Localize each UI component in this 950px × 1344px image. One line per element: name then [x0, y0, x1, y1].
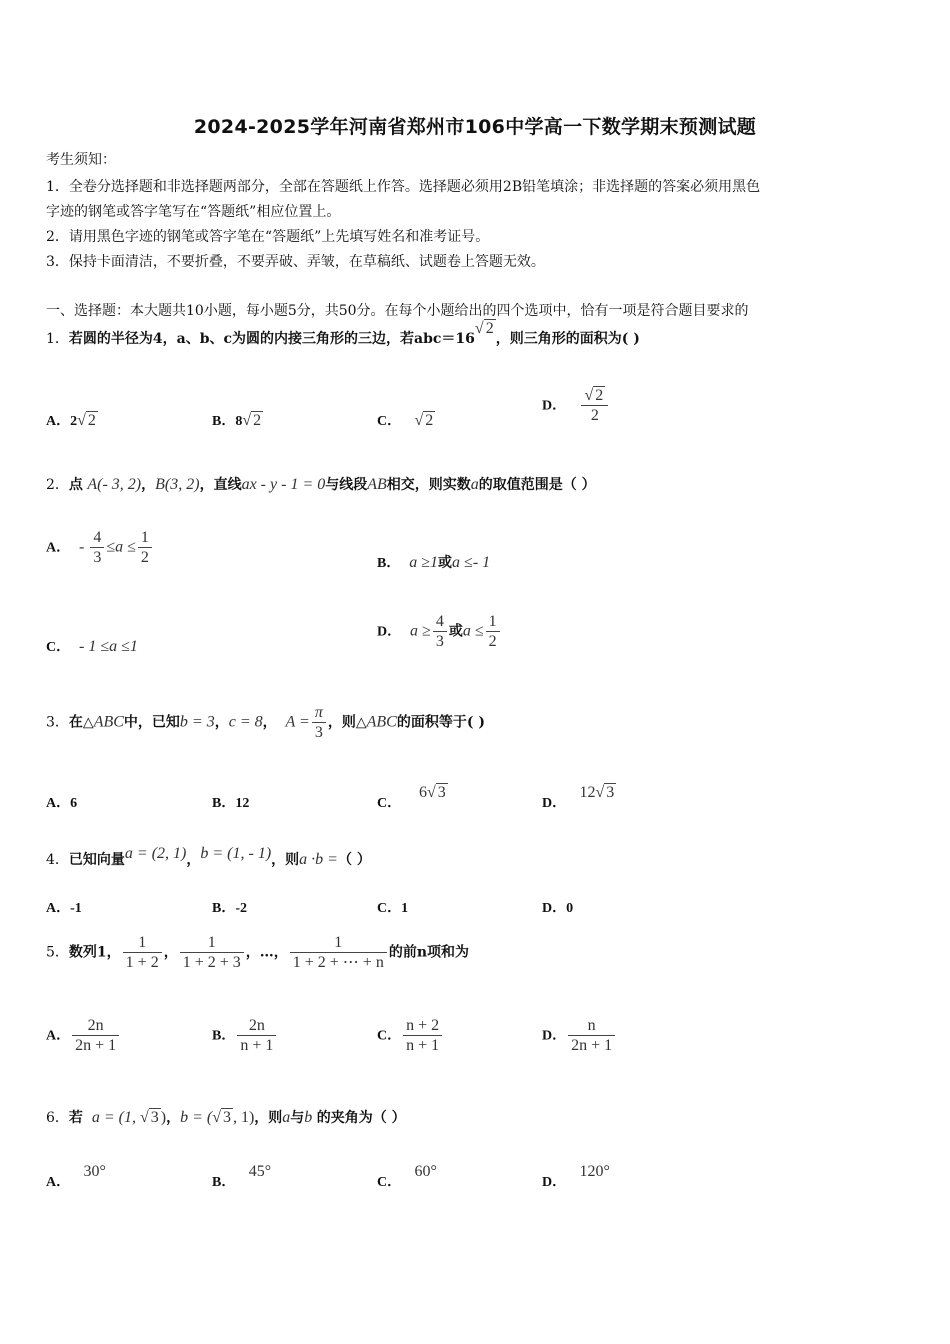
section-heading: 一、选择题：本大题共10小题，每小题5分，共50分。在每个小题给出的四个选项中，恰有一项是符合题目要求的	[46, 303, 749, 319]
q4-option-d[interactable]: D．0	[542, 901, 574, 916]
question-1	[46, 320, 640, 349]
vector-a: a = (2, 1)	[124, 845, 187, 862]
q1-option-d[interactable]: D． $\frac{√ 2}{2}$	[542, 386, 610, 425]
q6-option-b[interactable]: B． 45°	[212, 1163, 272, 1190]
notice-item-1-line-2: 字迹的钢笔或答字笔写在“答题纸”相应位置上。	[46, 204, 341, 220]
notice-item-2: 2．请用黑色字迹的钢笔或答字笔在“答题纸”上先填写姓名和准考证号。	[46, 229, 490, 245]
q3-option-b[interactable]: B．12	[212, 796, 250, 811]
q1-option-b[interactable]: B．8√ 2	[212, 412, 262, 429]
question-number: 3．	[46, 714, 69, 731]
line-equation: ax - y - 1 = 0	[241, 476, 326, 493]
q1-option-c[interactable]: C． √ 2	[377, 412, 434, 429]
question-number: 2．	[46, 477, 69, 493]
question-2: 2．点 A(- 3, 2)，B(3, 2)，直线ax - y - 1 = 0与线段AB相交，则实数a的取值范围是（ ）	[46, 476, 596, 493]
q1-option-a[interactable]: A．2√ 2	[46, 412, 96, 429]
vector-b-value: b = (√ 3 , 1)	[180, 1109, 255, 1126]
sqrt-expression: √ 2	[474, 320, 494, 337]
page-title: 2024-2025学年河南省郑州市106中学高一下数学期末预测试题	[193, 116, 757, 138]
q5-option-d[interactable]: D． $\frac{n}{2n + 1}$	[542, 1016, 617, 1055]
notice-heading: 考生须知：	[46, 152, 116, 168]
q4-option-c[interactable]: C．1	[377, 901, 409, 916]
q2-option-b[interactable]: B． a ≥1或a ≤- 1	[377, 554, 491, 571]
notice-item-1-line-1: 1．全卷分选择题和非选择题两部分，全部在答题纸上作答。选择题必须用2B铅笔填涂；非选择题的答案必须用黑色	[46, 179, 761, 195]
notice-item-3: 3．保持卡面清洁，不要折叠，不要弄破、弄皱，在草稿纸、试题卷上答题无效。	[46, 254, 545, 270]
question-5: 5．数列1， $\frac{1}{1 + 2}$ ， $\frac{1}{1 + 2 + 3}$ ，…， $\frac{1}{1 + 2 + \cdots + n}$ 的前n项和为	[46, 934, 470, 971]
q4-option-a[interactable]: A．-1	[46, 901, 82, 916]
q2-option-c[interactable]: C． - 1 ≤a ≤1	[46, 638, 138, 655]
q3-option-a[interactable]: A．6	[46, 796, 78, 811]
point-b: B(3, 2)	[155, 476, 200, 493]
question-number: 5．	[46, 944, 69, 961]
q5-option-a[interactable]: A． $\frac{2n}{2n + 1}$	[46, 1016, 121, 1055]
point-a: A(- 3, 2)	[87, 476, 142, 493]
q6-option-d[interactable]: D． 120°	[542, 1163, 610, 1190]
vector-a-value: a = (1, √ 3 )	[91, 1109, 167, 1126]
question-6: 6．若 a = (1, √ 3 )，b = (√ 3 , 1)，则a与b 的夹角为（ ）	[46, 1109, 406, 1126]
q5-option-c[interactable]: C． $\frac{n + 2}{n + 1}$	[377, 1016, 444, 1055]
q3-option-d[interactable]: D． 12√ 3	[542, 784, 615, 811]
question-number: 4．	[46, 852, 69, 868]
q3-option-c[interactable]: C． 6√ 3	[377, 784, 446, 811]
q5-option-b[interactable]: B． $\frac{2n}{n + 1}$	[212, 1016, 278, 1055]
question-text-end: ，则三角形的面积为( )	[495, 331, 640, 347]
q2-option-d[interactable]: D． a ≥ $\frac{4}{3}$ 或a ≤ $\frac{1}{2}$	[377, 612, 502, 651]
q6-option-a[interactable]: A． 30°	[46, 1163, 106, 1190]
q2-option-a[interactable]: A． - $\frac{4}{3}$ ≤a ≤ $\frac{1}{2}$	[46, 528, 154, 567]
question-4: 4．已知向量a = (2, 1)，b = (1, - 1)，则a ·b =（ ）	[46, 845, 371, 868]
question-number: 6．	[46, 1110, 69, 1126]
q4-option-b[interactable]: B．-2	[212, 901, 248, 916]
q6-option-c[interactable]: C． 60°	[377, 1163, 437, 1190]
question-text: 若圆的半径为4，a、b、c为圆的内接三角形的三边，若abc＝16	[68, 331, 475, 347]
vector-b: b = (1, - 1)	[200, 845, 272, 862]
question-3: 3．在△ABC中，已知b = 3，c = 8， A = $\frac{\pi}{3}$ ，则△ABC的面积等于( )	[46, 704, 485, 741]
question-number: 1．	[46, 331, 69, 347]
